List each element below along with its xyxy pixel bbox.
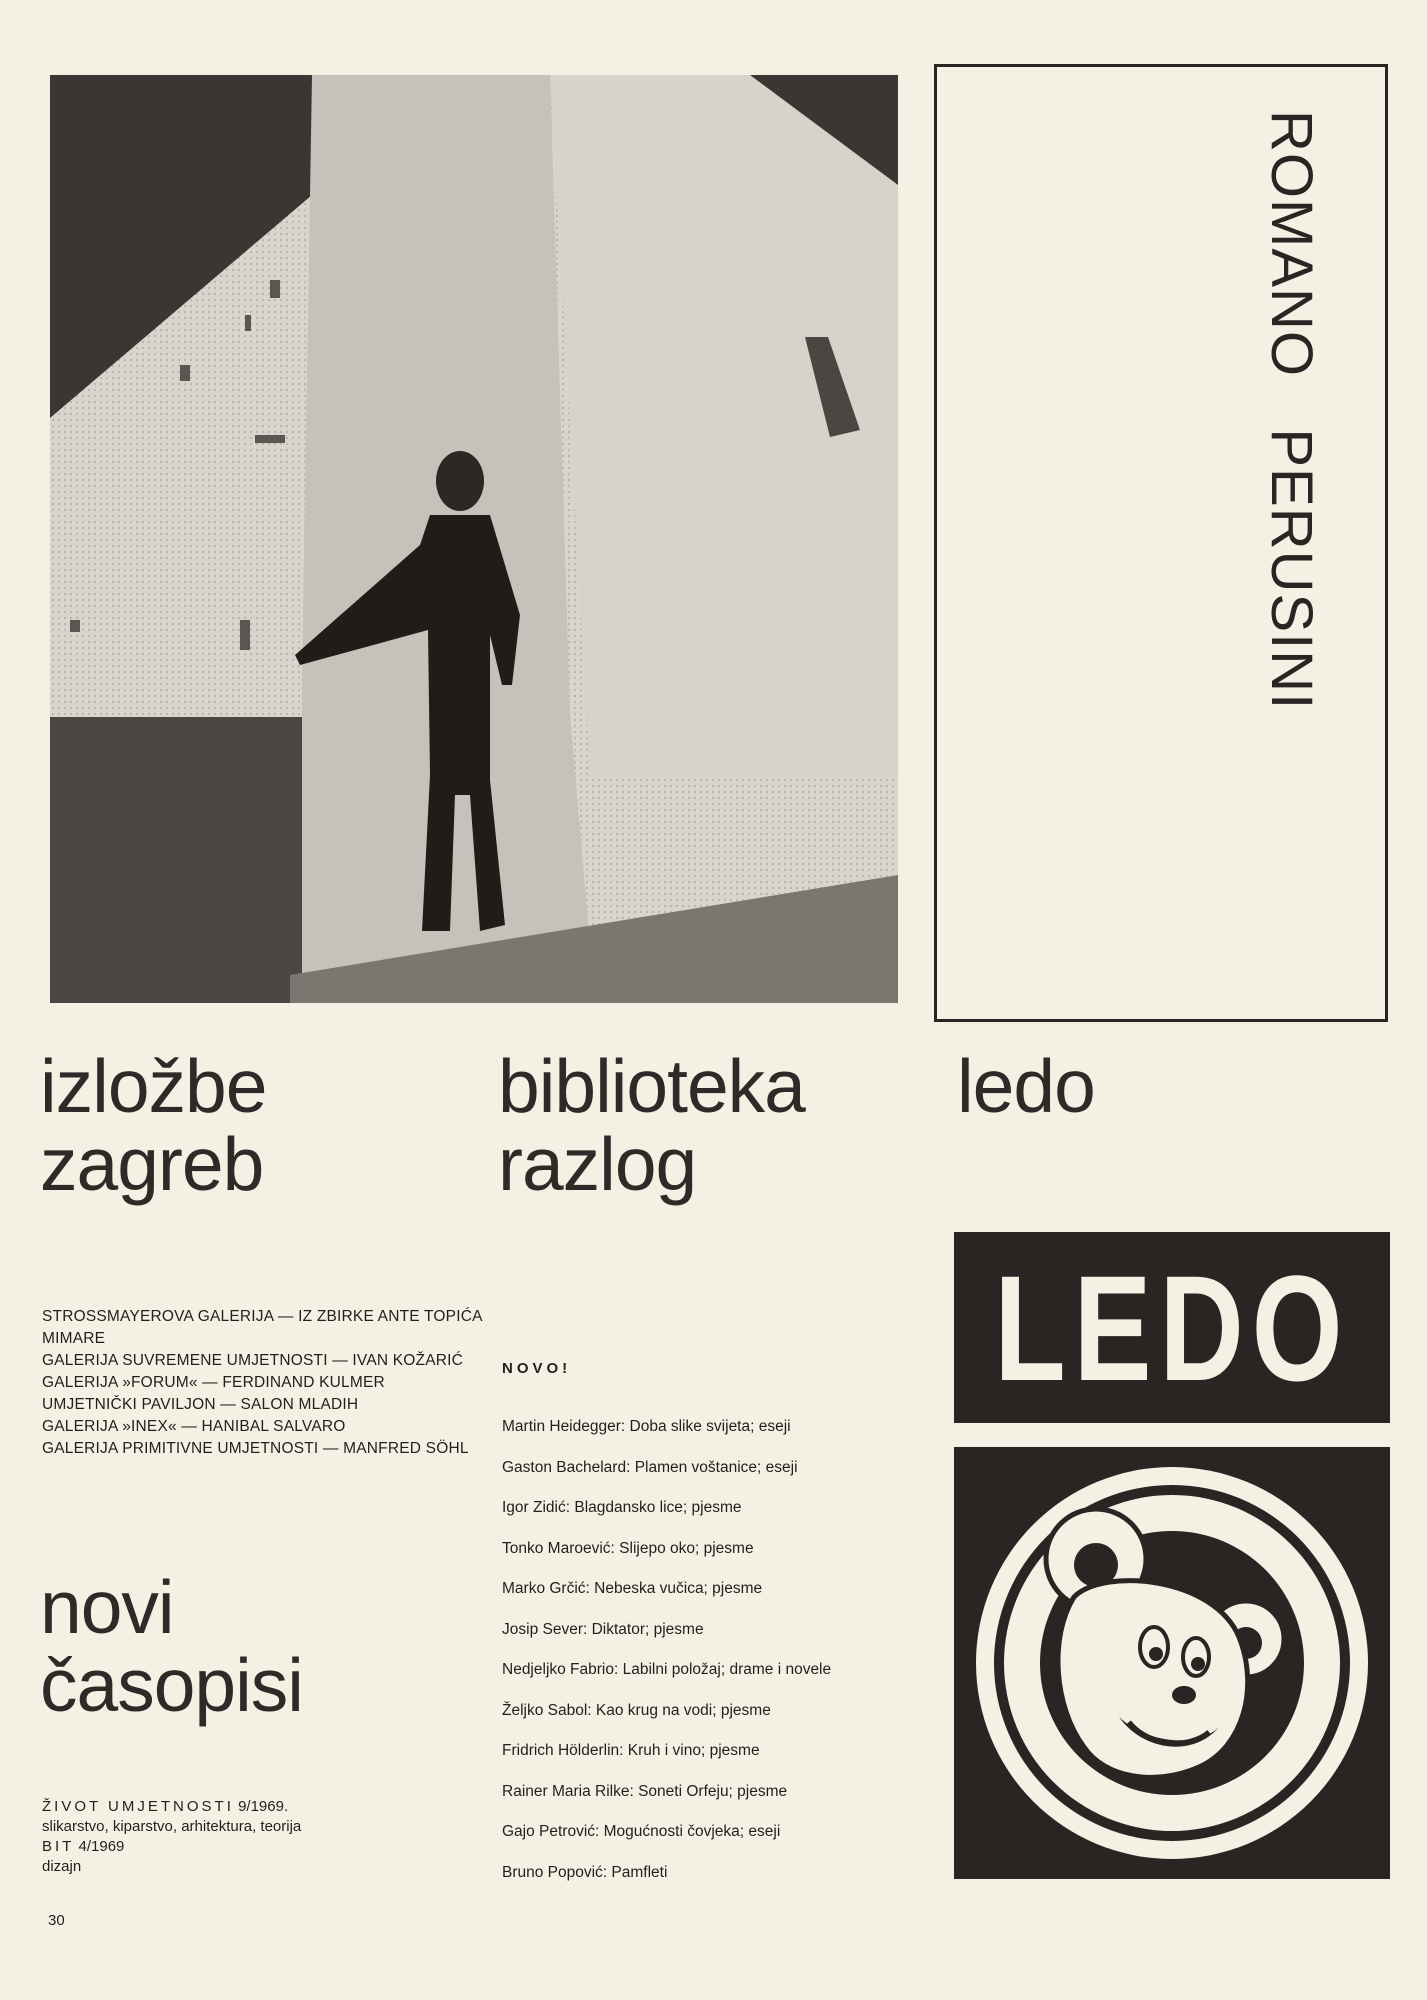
gallery-item: GALERIJA »INEX« — HANIBAL SALVARO: [42, 1418, 346, 1435]
heading-izlozbe-line2: zagreb: [40, 1122, 264, 1206]
heading-ledo: ledo: [957, 1044, 1095, 1128]
gallery-item: GALERIJA SUVREMENE UMJETNOSTI — IVAN KOŽARIĆ: [42, 1352, 464, 1369]
journal-description: slikarstvo, kiparstvo, arhitektura, teorija: [42, 1818, 302, 1835]
book-item: Nedjeljko Fabrio: Labilni položaj; drame i novele: [502, 1661, 832, 1678]
book-list: [502, 1418, 831, 1904]
book-item: Bruno Popović: Pamfleti: [502, 1863, 668, 1881]
gallery-item: GALERIJA PRIMITIVNE UMJETNOSTI — MANFRED SÖHL: [42, 1440, 469, 1457]
book-item: Rainer Maria Rilke: Soneti Orfeju; pjesme: [502, 1782, 788, 1800]
heading-izlozbe-zagreb: [40, 1044, 267, 1206]
heading-biblioteka-line2: razlog: [498, 1122, 697, 1206]
ledo-logo-text: LEDO: [993, 1243, 1351, 1412]
journal-issue: 9/1969.: [238, 1798, 289, 1815]
journal-description: dizajn: [42, 1858, 82, 1875]
gallery-item: UMJETNIČKI PAVILJON — SALON MLADIH: [42, 1396, 359, 1413]
book-item: Željko Sabol: Kao krug na vodi; pjesme: [502, 1701, 771, 1719]
book-item: Fridrich Hölderlin: Kruh i vino; pjesme: [502, 1742, 760, 1759]
gallery-item: STROSSMAYEROVA GALERIJA — IZ ZBIRKE ANTE TOPIĆA MIMARE: [42, 1308, 482, 1347]
heading-biblioteka-line1: biblioteka: [498, 1044, 805, 1128]
heading-novi-casopisi: [40, 1565, 303, 1727]
book-item: Martin Heidegger: Doba slike svijeta; eseji: [502, 1418, 791, 1435]
ledo-logo: [954, 1232, 1390, 1423]
photograph-man-at-wall: [50, 75, 898, 1003]
bear-emblem: [954, 1447, 1390, 1879]
book-item: Gajo Petrović: Mogućnosti čovjeka; eseji: [502, 1823, 781, 1840]
book-item: Gaston Bachelard: Plamen voštanice; eseji: [502, 1458, 798, 1476]
heading-novi-line1: novi: [40, 1565, 174, 1649]
gallery-item: GALERIJA »FORUM« — FERDINAND KULMER: [42, 1374, 385, 1391]
novo-label: NOVO!: [502, 1360, 572, 1377]
journal-title: ŽIVOT UMJETNOSTI: [42, 1798, 234, 1815]
heading-novi-line2: časopisi: [40, 1643, 303, 1727]
book-item: Tonko Maroević: Slijepo oko; pjesme: [502, 1539, 754, 1557]
gallery-list: [42, 1306, 482, 1460]
heading-izlozbe-line1: izložbe: [40, 1044, 267, 1128]
page-number: 30: [48, 1912, 65, 1929]
journals-list: [42, 1797, 301, 1877]
heading-biblioteka-razlog: [498, 1044, 805, 1206]
book-item: Igor Zidić: Blagdansko lice; pjesme: [502, 1499, 742, 1516]
book-item: Josip Sever: Diktator; pjesme: [502, 1620, 704, 1638]
book-item: Marko Grčić: Nebeska vučica; pjesme: [502, 1580, 763, 1597]
journal-issue: 4/1969: [78, 1838, 125, 1855]
vertical-title: ROMANO PERUSINI: [1259, 110, 1324, 711]
journal-title: BIT: [42, 1838, 75, 1855]
